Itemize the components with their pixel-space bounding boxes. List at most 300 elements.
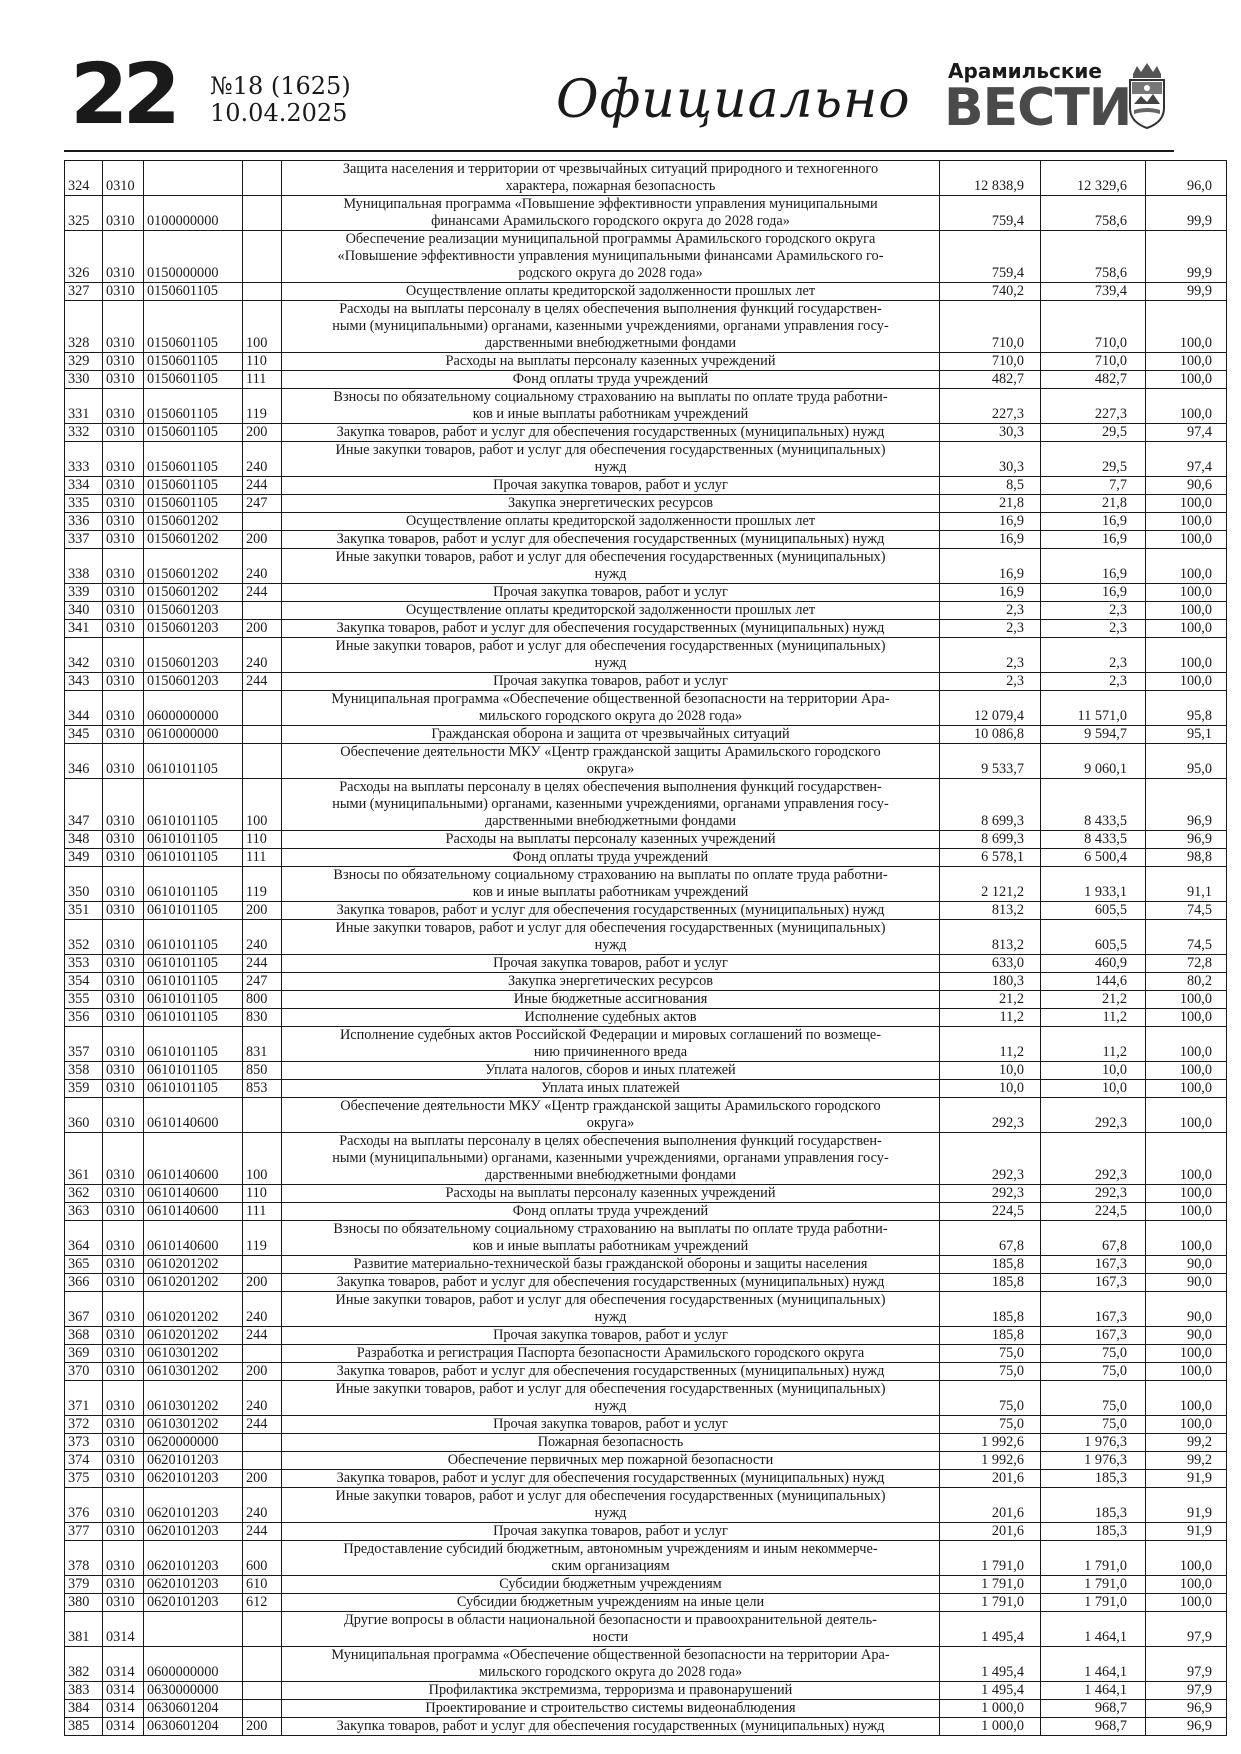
planned-amount: 1 992,6: [940, 1434, 1041, 1452]
section-code: 0310: [103, 495, 144, 513]
row-number: 335: [65, 495, 103, 513]
expense-type-code: [243, 231, 282, 283]
row-number: 376: [65, 1488, 103, 1523]
planned-amount: 1 791,0: [940, 1594, 1041, 1612]
planned-amount: 185,8: [940, 1274, 1041, 1292]
executed-amount: 227,3: [1041, 389, 1146, 424]
section-code: 0310: [103, 1381, 144, 1416]
planned-amount: 759,4: [940, 231, 1041, 283]
target-article-code: 0610201202: [144, 1256, 243, 1274]
target-article-code: [144, 161, 243, 196]
planned-amount: 201,6: [940, 1488, 1041, 1523]
target-article-code: 0150601105: [144, 477, 243, 495]
table-row: [65, 1221, 1227, 1256]
row-number: 339: [65, 584, 103, 602]
row-number: 355: [65, 991, 103, 1009]
item-name: Расходы на выплаты персоналу в целях обеспечения выполнения функций государствен- ными (муниципальными) органами, казенными учреждениями, органами управления госу- дарственными внебюджетными фондами: [282, 1133, 940, 1185]
item-name: Разработка и регистрация Паспорта безопасности Арамильского городского округа: [282, 1345, 940, 1363]
executed-amount: 75,0: [1041, 1345, 1146, 1363]
section-code: 0310: [103, 301, 144, 353]
row-number: 347: [65, 779, 103, 831]
execution-percent: 100,0: [1146, 301, 1227, 353]
table-row: [65, 1292, 1227, 1327]
planned-amount: 224,5: [940, 1203, 1041, 1221]
section-code: 0310: [103, 1594, 144, 1612]
planned-amount: 1 495,4: [940, 1682, 1041, 1700]
planned-amount: 740,2: [940, 283, 1041, 301]
section-code: 0310: [103, 673, 144, 691]
planned-amount: 185,8: [940, 1292, 1041, 1327]
item-name: Иные закупки товаров, работ и услуг для обеспечения государственных (муниципальных) нужд: [282, 1381, 940, 1416]
target-article-code: 0150601105: [144, 283, 243, 301]
expense-type-code: 119: [243, 389, 282, 424]
execution-percent: 99,9: [1146, 283, 1227, 301]
expense-type-code: 111: [243, 1203, 282, 1221]
planned-amount: 8 699,3: [940, 831, 1041, 849]
item-name: Закупка энергетических ресурсов: [282, 495, 940, 513]
row-number: 384: [65, 1700, 103, 1718]
section-code: 0310: [103, 1576, 144, 1594]
executed-amount: 1 976,3: [1041, 1452, 1146, 1470]
table-row: [65, 442, 1227, 477]
executed-amount: 75,0: [1041, 1416, 1146, 1434]
expense-type-code: 200: [243, 1363, 282, 1381]
expense-type-code: 600: [243, 1541, 282, 1576]
executed-amount: 482,7: [1041, 371, 1146, 389]
execution-percent: 96,9: [1146, 831, 1227, 849]
executed-amount: 7,7: [1041, 477, 1146, 495]
item-name: Иные закупки товаров, работ и услуг для обеспечения государственных (муниципальных) нужд: [282, 549, 940, 584]
table-row: [65, 1612, 1227, 1647]
table-row: [65, 673, 1227, 691]
section-code: 0314: [103, 1682, 144, 1700]
table-body: [65, 161, 1227, 1736]
executed-amount: 10,0: [1041, 1080, 1146, 1098]
section-code: 0310: [103, 477, 144, 495]
section-code: 0310: [103, 1452, 144, 1470]
planned-amount: 10,0: [940, 1062, 1041, 1080]
item-name: Расходы на выплаты персоналу казенных учреждений: [282, 1185, 940, 1203]
target-article-code: 0620101203: [144, 1470, 243, 1488]
target-article-code: 0150601203: [144, 620, 243, 638]
item-name: Прочая закупка товаров, работ и услуг: [282, 477, 940, 495]
execution-percent: 99,9: [1146, 196, 1227, 231]
section-code: 0310: [103, 1434, 144, 1452]
section-code: 0310: [103, 1080, 144, 1098]
expense-type-code: [243, 691, 282, 726]
executed-amount: 12 329,6: [1041, 161, 1146, 196]
expense-type-code: 244: [243, 477, 282, 495]
planned-amount: 10,0: [940, 1080, 1041, 1098]
execution-percent: 100,0: [1146, 991, 1227, 1009]
execution-percent: 100,0: [1146, 1027, 1227, 1062]
table-row: [65, 371, 1227, 389]
row-number: 346: [65, 744, 103, 779]
execution-percent: 95,1: [1146, 726, 1227, 744]
target-article-code: 0620101203: [144, 1576, 243, 1594]
planned-amount: 1 791,0: [940, 1576, 1041, 1594]
executed-amount: 1 464,1: [1041, 1647, 1146, 1682]
execution-percent: 72,8: [1146, 955, 1227, 973]
table-row: [65, 549, 1227, 584]
expense-type-code: 244: [243, 1327, 282, 1345]
planned-amount: 2,3: [940, 673, 1041, 691]
expense-type-code: [243, 196, 282, 231]
item-name: Обеспечение реализации муниципальной программы Арамильского городского округа «Повышение эффективности управления муниципальными финансами Арамильского го- родского округа до 2028 года»: [282, 231, 940, 283]
section-code: 0310: [103, 353, 144, 371]
expense-type-code: 200: [243, 1274, 282, 1292]
section-code: 0310: [103, 1098, 144, 1133]
executed-amount: 185,3: [1041, 1470, 1146, 1488]
planned-amount: 710,0: [940, 353, 1041, 371]
target-article-code: 0630601204: [144, 1700, 243, 1718]
executed-amount: 292,3: [1041, 1133, 1146, 1185]
execution-percent: 100,0: [1146, 1576, 1227, 1594]
execution-percent: 100,0: [1146, 620, 1227, 638]
executed-amount: 6 500,4: [1041, 849, 1146, 867]
item-name: Закупка товаров, работ и услуг для обеспечения государственных (муниципальных) нужд: [282, 531, 940, 549]
execution-percent: 91,9: [1146, 1523, 1227, 1541]
target-article-code: 0150601105: [144, 442, 243, 477]
target-article-code: 0610301202: [144, 1345, 243, 1363]
table-row: [65, 1203, 1227, 1221]
planned-amount: 30,3: [940, 424, 1041, 442]
table-row: [65, 389, 1227, 424]
target-article-code: 0150601202: [144, 584, 243, 602]
executed-amount: 739,4: [1041, 283, 1146, 301]
table-row: [65, 1718, 1227, 1736]
planned-amount: 9 533,7: [940, 744, 1041, 779]
target-article-code: 0610301202: [144, 1381, 243, 1416]
expense-type-code: 244: [243, 584, 282, 602]
section-code: 0310: [103, 973, 144, 991]
expense-type-code: 240: [243, 549, 282, 584]
item-name: Закупка товаров, работ и услуг для обеспечения государственных (муниципальных) нужд: [282, 1274, 940, 1292]
row-number: 330: [65, 371, 103, 389]
row-number: 325: [65, 196, 103, 231]
target-article-code: 0610101105: [144, 1080, 243, 1098]
planned-amount: 11,2: [940, 1027, 1041, 1062]
planned-amount: 12 838,9: [940, 161, 1041, 196]
expense-type-code: 200: [243, 424, 282, 442]
section-code: 0310: [103, 920, 144, 955]
row-number: 362: [65, 1185, 103, 1203]
expense-type-code: 111: [243, 849, 282, 867]
execution-percent: 100,0: [1146, 1185, 1227, 1203]
section-code: 0310: [103, 1488, 144, 1523]
expense-type-code: [243, 602, 282, 620]
execution-percent: 96,9: [1146, 1718, 1227, 1736]
planned-amount: 633,0: [940, 955, 1041, 973]
target-article-code: 0150601202: [144, 549, 243, 584]
table-row: [65, 955, 1227, 973]
section-code: 0310: [103, 620, 144, 638]
item-name: Расходы на выплаты персоналу в целях обеспечения выполнения функций государствен- ными (муниципальными) органами, казенными учреждениями, органами управления госу- дарственными внебюджетными фондами: [282, 301, 940, 353]
row-number: 380: [65, 1594, 103, 1612]
expense-type-code: 110: [243, 831, 282, 849]
row-number: 327: [65, 283, 103, 301]
target-article-code: 0610101105: [144, 849, 243, 867]
planned-amount: 292,3: [940, 1133, 1041, 1185]
executed-amount: 9 594,7: [1041, 726, 1146, 744]
target-article-code: 0620101203: [144, 1452, 243, 1470]
target-article-code: 0610101105: [144, 991, 243, 1009]
item-name: Муниципальная программа «Обеспечение общественной безопасности на территории Ара- мильского городского округа до 2028 года»: [282, 691, 940, 726]
planned-amount: 75,0: [940, 1416, 1041, 1434]
execution-percent: 100,0: [1146, 1009, 1227, 1027]
target-article-code: 0150601202: [144, 513, 243, 531]
table-row: [65, 1434, 1227, 1452]
row-number: 332: [65, 424, 103, 442]
planned-amount: 185,8: [940, 1256, 1041, 1274]
planned-amount: 16,9: [940, 584, 1041, 602]
row-number: 336: [65, 513, 103, 531]
executed-amount: 605,5: [1041, 902, 1146, 920]
target-article-code: 0610101105: [144, 867, 243, 902]
row-number: 353: [65, 955, 103, 973]
execution-percent: 99,2: [1146, 1452, 1227, 1470]
execution-percent: 90,0: [1146, 1292, 1227, 1327]
executed-amount: 1 791,0: [1041, 1541, 1146, 1576]
item-name: Фонд оплаты труда учреждений: [282, 371, 940, 389]
section-code: 0310: [103, 1185, 144, 1203]
execution-percent: 100,0: [1146, 1345, 1227, 1363]
expense-type-code: [243, 1452, 282, 1470]
planned-amount: 813,2: [940, 902, 1041, 920]
expense-type-code: 200: [243, 902, 282, 920]
execution-percent: 90,0: [1146, 1274, 1227, 1292]
item-name: Закупка товаров, работ и услуг для обеспечения государственных (муниципальных) нужд: [282, 424, 940, 442]
executed-amount: 758,6: [1041, 196, 1146, 231]
executed-amount: 29,5: [1041, 424, 1146, 442]
expense-type-code: 240: [243, 1488, 282, 1523]
expense-type-code: [243, 1612, 282, 1647]
planned-amount: 8 699,3: [940, 779, 1041, 831]
target-article-code: 0610140600: [144, 1185, 243, 1203]
row-number: 381: [65, 1612, 103, 1647]
city-coat-of-arms-icon: [1125, 60, 1169, 130]
execution-percent: 100,0: [1146, 673, 1227, 691]
execution-percent: 99,2: [1146, 1434, 1227, 1452]
executed-amount: 2,3: [1041, 638, 1146, 673]
row-number: 363: [65, 1203, 103, 1221]
target-article-code: 0610101105: [144, 831, 243, 849]
planned-amount: 75,0: [940, 1345, 1041, 1363]
target-article-code: 0610101105: [144, 973, 243, 991]
planned-amount: 1 791,0: [940, 1541, 1041, 1576]
expense-type-code: 244: [243, 1523, 282, 1541]
planned-amount: 75,0: [940, 1381, 1041, 1416]
executed-amount: 460,9: [1041, 955, 1146, 973]
item-name: Прочая закупка товаров, работ и услуг: [282, 1523, 940, 1541]
section-code: 0310: [103, 1416, 144, 1434]
issue-date: 10.04.2025: [210, 99, 348, 127]
section-code: 0310: [103, 1470, 144, 1488]
section-code: 0310: [103, 1221, 144, 1256]
section-code: 0310: [103, 231, 144, 283]
item-name: Муниципальная программа «Обеспечение общественной безопасности на территории Ара- мильского городского округа до 2028 года»: [282, 1647, 940, 1682]
table-row: [65, 495, 1227, 513]
planned-amount: 16,9: [940, 531, 1041, 549]
row-number: 365: [65, 1256, 103, 1274]
executed-amount: 21,2: [1041, 991, 1146, 1009]
section-code: 0310: [103, 1133, 144, 1185]
execution-percent: 100,0: [1146, 549, 1227, 584]
page-header: [0, 0, 1241, 150]
target-article-code: 0620000000: [144, 1434, 243, 1452]
planned-amount: 2,3: [940, 638, 1041, 673]
execution-percent: 100,0: [1146, 389, 1227, 424]
target-article-code: 0150601203: [144, 638, 243, 673]
item-name: Осуществление оплаты кредиторской задолженности прошлых лет: [282, 602, 940, 620]
executed-amount: 16,9: [1041, 549, 1146, 584]
item-name: Закупка товаров, работ и услуг для обеспечения государственных (муниципальных) нужд: [282, 620, 940, 638]
target-article-code: 0620101203: [144, 1523, 243, 1541]
execution-percent: 97,4: [1146, 424, 1227, 442]
row-number: 351: [65, 902, 103, 920]
section-code: 0310: [103, 691, 144, 726]
table-row: [65, 1381, 1227, 1416]
row-number: 375: [65, 1470, 103, 1488]
target-article-code: 0150601202: [144, 531, 243, 549]
execution-percent: 100,0: [1146, 353, 1227, 371]
execution-percent: 100,0: [1146, 1221, 1227, 1256]
item-name: Иные закупки товаров, работ и услуг для обеспечения государственных (муниципальных) нужд: [282, 1292, 940, 1327]
executed-amount: 758,6: [1041, 231, 1146, 283]
row-number: 372: [65, 1416, 103, 1434]
planned-amount: 8,5: [940, 477, 1041, 495]
newspaper-logo: [944, 59, 1132, 138]
section-code: 0310: [103, 1203, 144, 1221]
item-name: Взносы по обязательному социальному страхованию на выплаты по оплате труда работни- ков и иные выплаты работникам учреждений: [282, 1221, 940, 1256]
planned-amount: 1 495,4: [940, 1612, 1041, 1647]
planned-amount: 759,4: [940, 196, 1041, 231]
planned-amount: 12 079,4: [940, 691, 1041, 726]
execution-percent: 91,1: [1146, 867, 1227, 902]
executed-amount: 16,9: [1041, 584, 1146, 602]
planned-amount: 1 000,0: [940, 1718, 1041, 1736]
target-article-code: 0150601105: [144, 424, 243, 442]
item-name: Гражданская оборона и защита от чрезвычайных ситуаций: [282, 726, 940, 744]
expense-type-code: 850: [243, 1062, 282, 1080]
expense-type-code: 200: [243, 1470, 282, 1488]
item-name: Уплата налогов, сборов и иных платежей: [282, 1062, 940, 1080]
section-code: 0310: [103, 1009, 144, 1027]
executed-amount: 1 464,1: [1041, 1612, 1146, 1647]
row-number: 344: [65, 691, 103, 726]
row-number: 350: [65, 867, 103, 902]
row-number: 377: [65, 1523, 103, 1541]
target-article-code: 0150601105: [144, 495, 243, 513]
row-number: 359: [65, 1080, 103, 1098]
expense-type-code: [243, 283, 282, 301]
table-row: [65, 726, 1227, 744]
execution-percent: 100,0: [1146, 495, 1227, 513]
execution-percent: 74,5: [1146, 902, 1227, 920]
expense-type-code: 247: [243, 495, 282, 513]
expense-type-code: 110: [243, 1185, 282, 1203]
execution-percent: 91,9: [1146, 1470, 1227, 1488]
planned-amount: 11,2: [940, 1009, 1041, 1027]
table-row: [65, 513, 1227, 531]
section-code: 0310: [103, 1363, 144, 1381]
row-number: 342: [65, 638, 103, 673]
row-number: 341: [65, 620, 103, 638]
table-row: [65, 1416, 1227, 1434]
row-number: 378: [65, 1541, 103, 1576]
item-name: Прочая закупка товаров, работ и услуг: [282, 955, 940, 973]
row-number: 364: [65, 1221, 103, 1256]
row-number: 324: [65, 161, 103, 196]
execution-percent: 97,9: [1146, 1682, 1227, 1700]
section-code: 0310: [103, 991, 144, 1009]
item-name: Расходы на выплаты персоналу в целях обеспечения выполнения функций государствен- ными (муниципальными) органами, казенными учреждениями, органами управления госу- дарственными внебюджетными фондами: [282, 779, 940, 831]
executed-amount: 11 571,0: [1041, 691, 1146, 726]
expense-type-code: 831: [243, 1027, 282, 1062]
table-row: [65, 973, 1227, 991]
execution-percent: 98,8: [1146, 849, 1227, 867]
execution-percent: 90,0: [1146, 1327, 1227, 1345]
target-article-code: 0610140600: [144, 1203, 243, 1221]
table-row: [65, 196, 1227, 231]
executed-amount: 167,3: [1041, 1327, 1146, 1345]
section-code: 0310: [103, 849, 144, 867]
table-row: [65, 1488, 1227, 1523]
target-article-code: 0600000000: [144, 691, 243, 726]
table-row: [65, 424, 1227, 442]
row-number: 326: [65, 231, 103, 283]
planned-amount: 180,3: [940, 973, 1041, 991]
table-row: [65, 849, 1227, 867]
planned-amount: 710,0: [940, 301, 1041, 353]
row-number: 343: [65, 673, 103, 691]
planned-amount: 2 121,2: [940, 867, 1041, 902]
table-row: [65, 638, 1227, 673]
table-row: [65, 1274, 1227, 1292]
executed-amount: 710,0: [1041, 353, 1146, 371]
item-name: Предоставление субсидий бюджетным, автономным учреждениям и иным некоммерче- ским организациям: [282, 1541, 940, 1576]
target-article-code: 0610140600: [144, 1133, 243, 1185]
execution-percent: 100,0: [1146, 584, 1227, 602]
table-row: [65, 831, 1227, 849]
execution-percent: 100,0: [1146, 1080, 1227, 1098]
section-code: 0314: [103, 1612, 144, 1647]
item-name: Субсидии бюджетным учреждениям: [282, 1576, 940, 1594]
item-name: Иные закупки товаров, работ и услуг для обеспечения государственных (муниципальных) нужд: [282, 638, 940, 673]
table-row: [65, 1452, 1227, 1470]
executed-amount: 11,2: [1041, 1027, 1146, 1062]
item-name: Закупка товаров, работ и услуг для обеспечения государственных (муниципальных) нужд: [282, 1718, 940, 1736]
row-number: 349: [65, 849, 103, 867]
execution-percent: 91,9: [1146, 1488, 1227, 1523]
section-code: 0310: [103, 1256, 144, 1274]
target-article-code: 0620101203: [144, 1488, 243, 1523]
item-name: Иные закупки товаров, работ и услуг для обеспечения государственных (муниципальных) нужд: [282, 442, 940, 477]
expense-type-code: 853: [243, 1080, 282, 1098]
item-name: Обеспечение деятельности МКУ «Центр гражданской защиты Арамильского городского округа»: [282, 1098, 940, 1133]
table-row: [65, 161, 1227, 196]
expense-type-code: [243, 1700, 282, 1718]
execution-percent: 100,0: [1146, 1363, 1227, 1381]
table-row: [65, 1594, 1227, 1612]
section-code: 0310: [103, 1062, 144, 1080]
execution-percent: 100,0: [1146, 1594, 1227, 1612]
logo-big-text: ВЕСТИ: [944, 78, 1132, 138]
execution-percent: 100,0: [1146, 1062, 1227, 1080]
section-code: 0310: [103, 779, 144, 831]
target-article-code: 0600000000: [144, 1647, 243, 1682]
target-article-code: 0610101105: [144, 1027, 243, 1062]
